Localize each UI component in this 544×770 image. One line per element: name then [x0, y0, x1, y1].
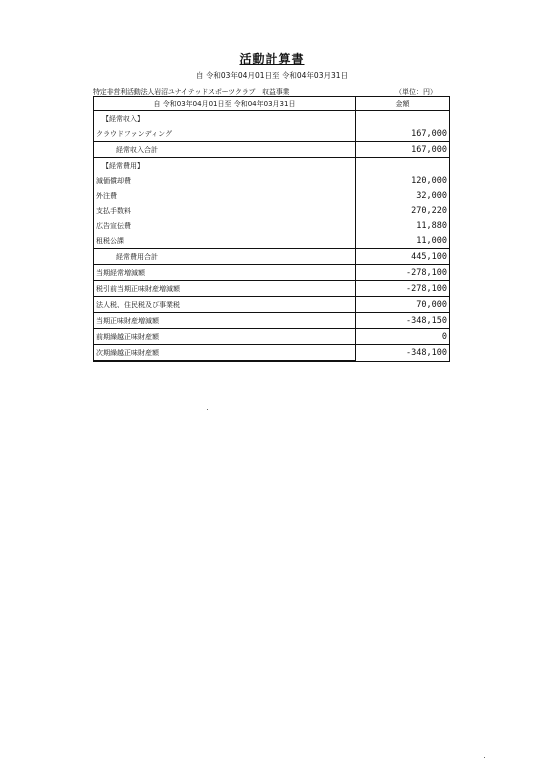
- row-amount: 70,000: [356, 297, 450, 313]
- table-row: [94, 233, 450, 249]
- row-label: 支払手数料: [94, 203, 356, 218]
- table-row: [94, 345, 450, 362]
- row-label: 広告宣伝費: [94, 218, 356, 233]
- row-label: 外注費: [94, 188, 356, 203]
- table-row: [94, 111, 450, 127]
- row-amount: 270,220: [356, 203, 450, 218]
- table-row: [94, 158, 450, 174]
- table-row: [94, 188, 450, 203]
- table-row: [94, 265, 450, 281]
- activity-statement-table: [93, 96, 450, 362]
- row-label: 当期経常増減額: [94, 265, 356, 281]
- row-label: クラウドファンディング: [94, 126, 356, 142]
- document-title: 活動計算書: [239, 52, 305, 66]
- table-row: [94, 281, 450, 297]
- row-amount: 120,000: [356, 173, 450, 188]
- table-row: [94, 218, 450, 233]
- row-amount: -348,150: [356, 313, 450, 329]
- row-amount: -348,100: [356, 345, 450, 362]
- table-row: [94, 126, 450, 142]
- row-label: 租税公課: [94, 233, 356, 249]
- row-label: 【経常費用】: [94, 158, 356, 174]
- row-label: 経常収入合計: [94, 142, 356, 158]
- table-row: [94, 203, 450, 218]
- row-label: 前期繰越正味財産額: [94, 329, 356, 345]
- row-amount: 11,880: [356, 218, 450, 233]
- header-amount-cell: 金額: [356, 97, 450, 111]
- row-amount: [356, 158, 450, 174]
- row-label: 当期正味財産増減額: [94, 313, 356, 329]
- table-row: [94, 173, 450, 188]
- organization-name: 特定非営利活動法人岩沼ユナイテッドスポーツクラブ 収益事業: [93, 88, 290, 96]
- row-label: 減価償却費: [94, 173, 356, 188]
- unit-label: （単位：円）: [395, 88, 437, 96]
- row-amount: 11,000: [356, 233, 450, 249]
- table-row: [94, 142, 450, 158]
- table-header-row: [94, 97, 450, 111]
- table-row: [94, 329, 450, 345]
- scan-speck: [207, 409, 208, 410]
- scan-speck: [484, 757, 485, 758]
- period-text: 自 令和03年04月01日至 令和04年03月31日: [195, 71, 349, 80]
- row-amount: 167,000: [356, 126, 450, 142]
- table-row: [94, 297, 450, 313]
- row-amount: [356, 111, 450, 127]
- row-label: 税引前当期正味財産増減額: [94, 281, 356, 297]
- row-amount: 445,100: [356, 249, 450, 265]
- row-label: 次期繰越正味財産額: [94, 345, 356, 362]
- row-amount: 167,000: [356, 142, 450, 158]
- row-amount: -278,100: [356, 281, 450, 297]
- row-amount: -278,100: [356, 265, 450, 281]
- row-label: 【経常収入】: [94, 111, 356, 127]
- row-label: 経常費用合計: [94, 249, 356, 265]
- header-period-cell: 自 令和03年04月01日至 令和04年03月31日: [94, 97, 356, 111]
- row-amount: 32,000: [356, 188, 450, 203]
- table-row: [94, 249, 450, 265]
- table-row: [94, 313, 450, 329]
- row-label: 法人税、住民税及び事業税: [94, 297, 356, 313]
- row-amount: 0: [356, 329, 450, 345]
